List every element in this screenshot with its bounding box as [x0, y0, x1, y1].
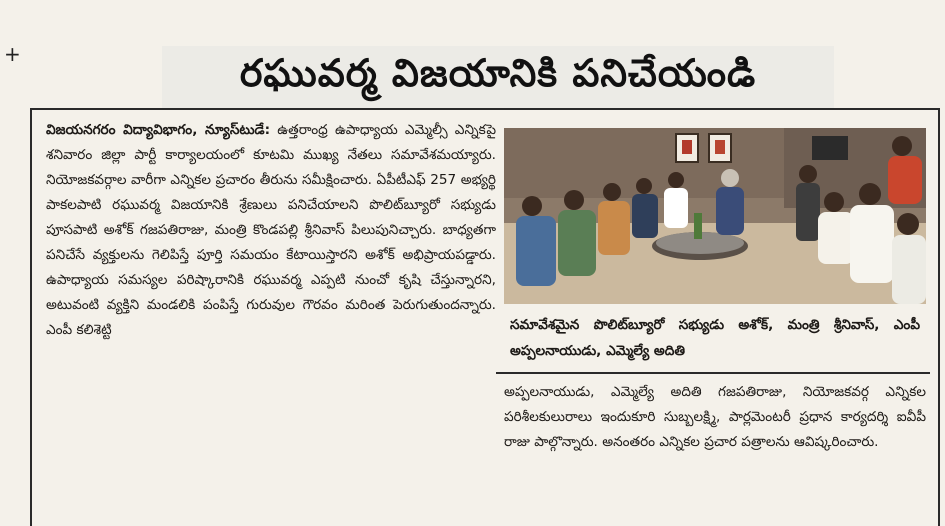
crop-mark: +: [4, 42, 21, 66]
headline-banner: [162, 46, 834, 110]
dateline: విజయనగరం విద్యావిభాగం, న్యూస్‌టుడే:: [46, 122, 271, 138]
article-right-column: [504, 128, 926, 455]
frame-left-rule: [30, 108, 32, 526]
caption-rule: [496, 372, 930, 374]
article-body-left: ఉత్తరాంధ్ర ఉపాధ్యాయ ఎమ్మెల్సీ ఎన్నికపై శనివారం జిల్లా పార్టీ కార్యాలయంలో కూటమి ముఖ్య నేతలు సమావేశమయ్యారు. నియోజకవర్గాల వారీగా ఎన్నికల ప్రచారం తీరును సమీక్షించారు. ఏపీటీఎఫ్ 257 అభ్యర్థి పాకలపాటి రఘువర్మ విజయానికి శ్రేణులు పనిచేయాలని పొలిట్‌బ్యూరో సభ్యుడు పూసపాటి అశోక్ గజపతిరాజు, మంత్రి కొండపల్లి శ్రీనివాస్ పిలుపునిచ్చారు. బాధ్యతగా పనిచేసే వ్యక్తులను గెలిపిస్తే పూర్తి సమయం కేటాయిస్తారని అశోక్ అభిప్రాయపడ్డారు. ఉపాధ్యాయ సమస్యల పరిష్కారానికి రఘువర్మ ఎప్పటి నుంచో కృషి చేస్తున్నారని, అటువంటి వ్యక్తిని మండలికి పంపిస్తే గురువుల గౌరవం మరింత పెరుగుతుందన్నారు. ఎంపీ కలిశెట్టి: [46, 122, 496, 338]
article-left-column: [46, 118, 496, 518]
article-body-right: అప్పలనాయుడు, ఎమ్మెల్యే అదితి గజపతిరాజు, నియోజకవర్గ ఎన్నికల పరిశీలకులురాలు ఇందుకూరి సుబ్బలక్ష్మి, పార్లమెంటరీ ప్రధాన కార్యదర్శి ఐవీపీ రాజు పాల్గొన్నారు. అనంతరం ఎన్నికల ప్రచార పత్రాలను ఆవిష్కరించారు.: [504, 384, 926, 450]
frame-top-rule: [30, 108, 940, 110]
frame-right-rule: [938, 108, 940, 526]
article-right-text: [504, 380, 926, 455]
meeting-photo: [504, 128, 926, 304]
headline: రఘువర్మ విజయానికి పనిచేయండి: [239, 51, 757, 95]
article-paragraph: [46, 118, 496, 343]
photo-caption: సమావేశమైన పొలిట్‌బ్యూరో సభ్యుడు అశోక్, మంత్రి శ్రీనివాస్, ఎంపీ అప్పలనాయుడు, ఎమ్మెల్యే అదితి: [510, 317, 920, 359]
